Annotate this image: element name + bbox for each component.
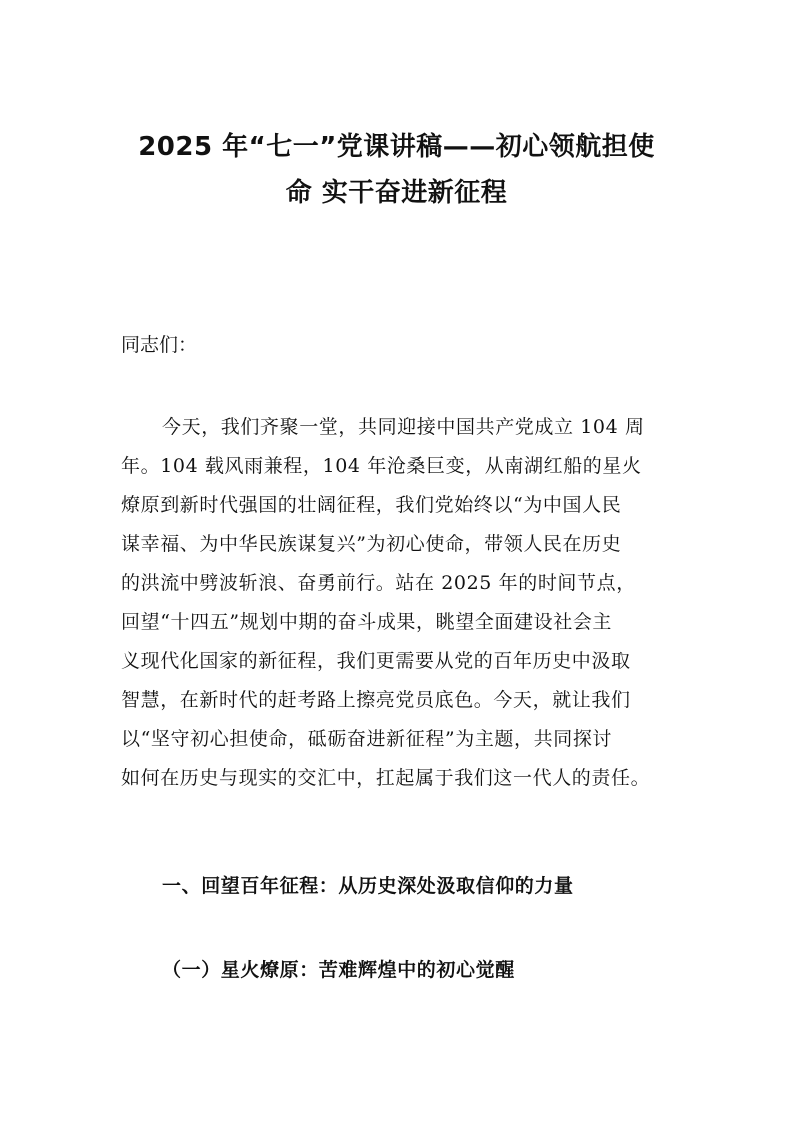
paragraph-line: 谋幸福、为中华民族谋复兴”为初心使命，带领人民在历史 — [121, 533, 622, 555]
salutation: 同志们： — [121, 334, 198, 356]
section-heading-1: 一、回望百年征程：从历史深处汲取信仰的力量 — [162, 875, 574, 897]
subsection-heading-1: （一）星火燎原：苦难辉煌中的初心觉醒 — [162, 959, 515, 981]
paragraph-line: 今天，我们齐聚一堂，共同迎接中国共产党成立 104 周 — [162, 416, 645, 438]
paragraph-line: 回望“十四五”规划中期的奋斗成果，眺望全面建设社会主 — [121, 611, 613, 633]
paragraph-line: 的洪流中劈波斩浪、奋勇前行。站在 2025 年的时间节点， — [121, 572, 636, 594]
paragraph-line: 如何在历史与现实的交汇中，扛起属于我们这一代人的责任。 — [121, 767, 651, 789]
paragraph-line: 燎原到新时代强国的壮阔征程，我们党始终以“为中国人民 — [121, 494, 622, 516]
paragraph-line: 智慧，在新时代的赶考路上擦亮党员底色。今天，就让我们 — [121, 689, 631, 711]
paragraph-line: 年。104 载风雨兼程，104 年沧桑巨变，从南湖红船的星火 — [121, 455, 642, 477]
title-line-1: 2025 年“七一”党课讲稿——初心领航担使 — [138, 132, 655, 162]
intro-paragraph — [121, 408, 691, 798]
title-line-2: 命 实干奋进新征程 — [285, 178, 508, 208]
document-title — [100, 124, 693, 216]
paragraph-line: 义现代化国家的新征程，我们更需要从党的百年历史中汲取 — [121, 650, 631, 672]
paragraph-line: 以“坚守初心担使命，砥砺奋进新征程”为主题，共同探讨 — [121, 728, 613, 750]
